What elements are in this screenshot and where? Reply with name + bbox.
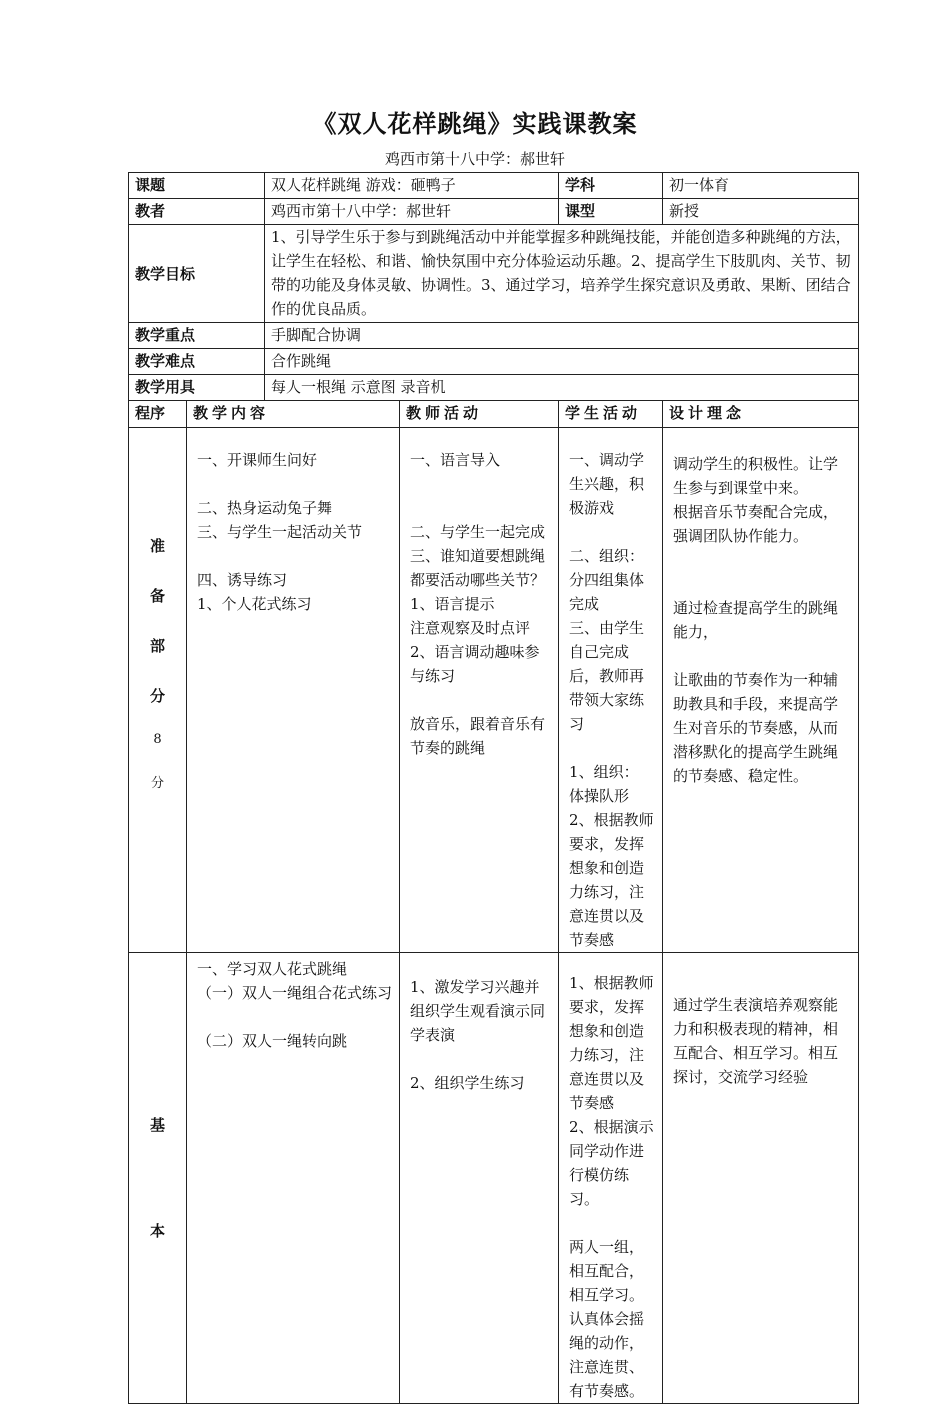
tools-label: 教学用具 [129,375,265,401]
topic-label: 课题 [129,173,265,199]
col-header-student: 学生活动 [559,401,663,428]
teacher-value: 鸡西市第十八中学：郝世轩 [265,199,559,225]
column-header-row [129,401,859,428]
info-row-tools [129,375,859,401]
basic-student-activity: 1、根据教师要求，发挥想象和创造力练习，注意连贯以及节奏感 2、根据演示同学动作进行模仿练习。 两人一组，相互配合，相互学习。认真体会摇绳的动作，注意连贯、有节奏感。 [559,953,663,1404]
basic-char: 基 [149,1116,165,1134]
goal-value: 1、引导学生乐于参与到跳绳活动中并能掌握多种跳绳技能，并能创造多种跳绳的方法，让学生在轻松、和谐、愉快氛围中充分体验运动乐趣。2、提高学生下肢肌肉、关节、韧带的功能及身体灵敏、协调性。3、通过学习，培养学生探究意识及勇敢、果断、团结合作的优良品质。 [265,225,859,323]
key-label: 教学重点 [129,323,265,349]
page-title: 《双人花样跳绳》实践课教案 [312,109,638,138]
basic-procedure-cell [129,953,187,1404]
lesson-plan-table [128,172,859,1404]
basic-content: 一、学习双人花式跳绳 （一）双人一绳组合花式练习 （二）双人一绳转向跳 [187,953,400,1404]
basic-teacher-activity: 1、激发学习兴趣并组织学生观看演示同学表演 2、组织学生练习 [400,953,559,1404]
col-header-teacher: 教师活动 [400,401,559,428]
col-header-content: 教学内容 [187,401,400,428]
tools-value: 每人一根绳 示意图 录音机 [265,375,859,401]
goal-label: 教学目标 [129,225,265,323]
subject-label: 学科 [559,173,663,199]
difficulty-value: 合作跳绳 [265,349,859,375]
teacher-label: 教者 [129,199,265,225]
info-row-topic [129,173,859,199]
difficulty-label: 教学难点 [129,349,265,375]
basic-char: 本 [149,1222,165,1240]
info-row-difficulty [129,349,859,375]
topic-value: 双人花样跳绳 游戏：砸鸭子 [265,173,559,199]
key-value: 手脚配合协调 [265,323,859,349]
prep-duration-unit: 分 [150,776,164,791]
col-header-design: 设计理念 [663,401,859,428]
subject-value: 初一体育 [663,173,859,199]
info-row-teacher [129,199,859,225]
prep-char: 备 [149,587,165,605]
info-row-key [129,323,859,349]
section-row-prep [129,428,859,953]
type-value: 新授 [663,199,859,225]
prep-design-rationale: 调动学生的积极性。让学生参与到课堂中来。 根据音乐节奏配合完成，强调团队协作能力。 通过检查提高学生的跳绳能力， 让歌曲的节奏作为一种辅助教具和手段，来提高学生对音乐的节奏感，从而潜移默化的提高学生跳绳的节奏感、稳定性。 [663,428,859,953]
prep-teacher-activity: 一、语言导入 二、与学生一起完成 三、谁知道要想跳绳都要活动哪些关节？ 1、语言提示 注意观察及时点评 2、语言调动趣味参与练习 放音乐，跟着音乐有节奏的跳绳 [400,428,559,953]
type-label: 课型 [559,199,663,225]
prep-procedure-cell [129,428,187,953]
prep-duration-number: 8 [153,732,162,747]
col-header-procedure: 程序 [129,401,187,428]
prep-char: 部 [149,637,165,655]
author-line: 鸡西市第十八中学：郝世轩 [384,150,565,168]
prep-student-activity: 一、调动学生兴趣，积极游戏 二、组织： 分四组集体完成 三、由学生自己完成后，教师再带领大家练习 1、组织： 体操队形 2、根据教师要求，发挥想象和创造力练习，注意连贯以及节奏感 [559,428,663,953]
info-row-goal [129,225,859,323]
basic-design-rationale: 通过学生表演培养观察能力和积极表现的精神，相互配合、相互学习。相互探讨，交流学习经验 [663,953,859,1404]
section-row-basic [129,953,859,1404]
prep-char: 分 [149,687,165,705]
prep-char: 准 [149,537,165,555]
prep-content: 一、开课师生问好 二、热身运动兔子舞 三、与学生一起活动关节 四、诱导练习 1、个人花式练习 [187,428,400,953]
